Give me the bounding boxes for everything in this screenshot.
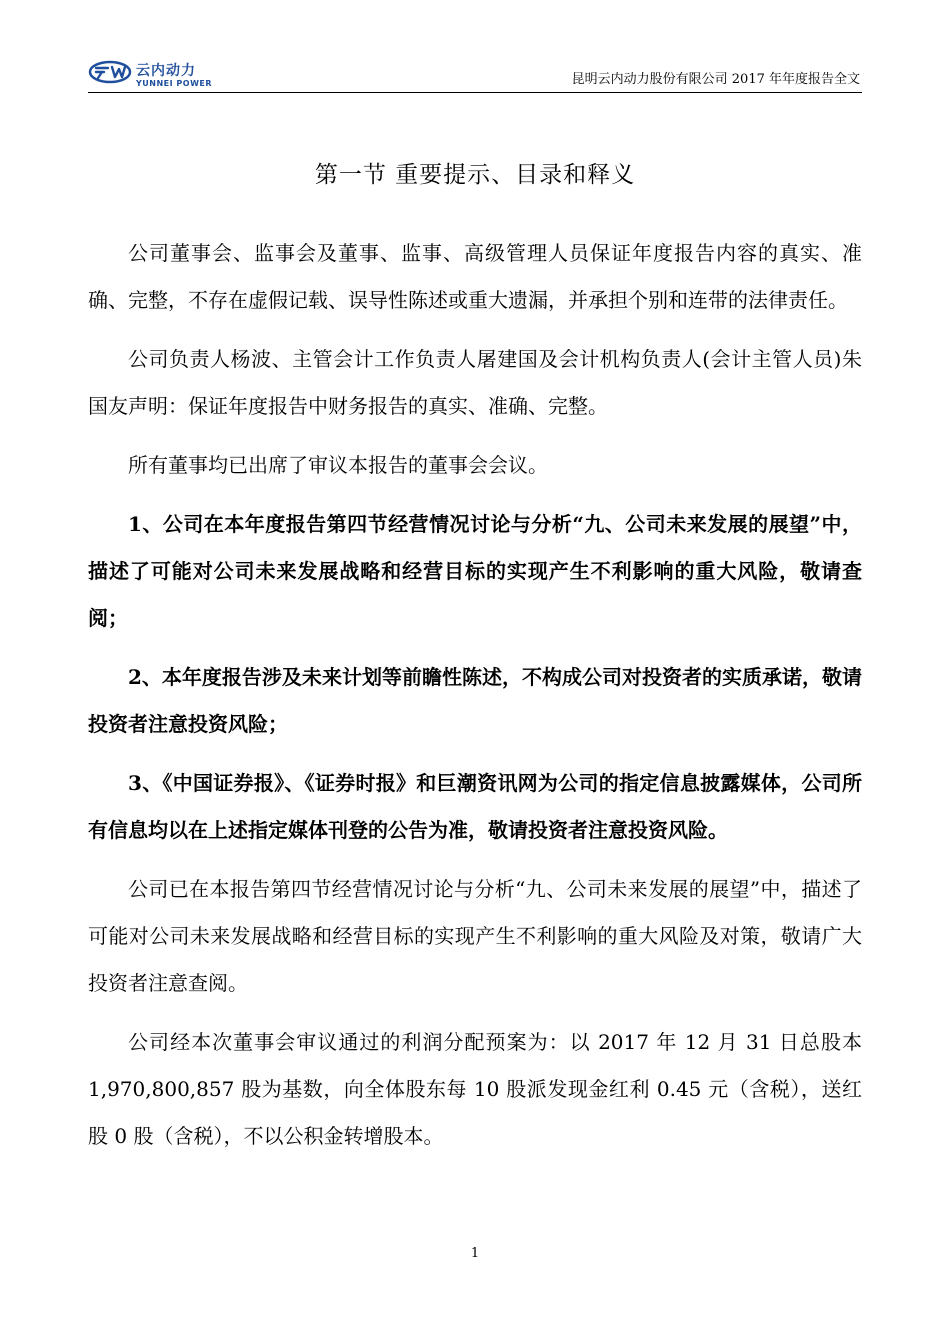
- page-number: 1: [470, 1246, 480, 1261]
- paragraph-declaration: 公司负责人杨波、主管会计工作负责人屠建国及会计机构负责人(会计主管人员)朱国友声明：保证年度报告中财务报告的真实、准确、完整。: [88, 347, 862, 418]
- paragraph-risk-summary: 公司已在本报告第四节经营情况讨论与分析“九、公司未来发展的展望”中，描述了可能对公司未来发展战略和经营目标的实现产生不利影响的重大风险及对策，敬请广大投资者注意查阅。: [88, 877, 862, 995]
- page-header: [88, 52, 862, 93]
- paragraph-risk-3: 3、《中国证券报》、《证券时报》和巨潮资讯网为公司的指定信息披露媒体，公司所有信息均以在上述指定媒体刊登的公告为准，敬请投资者注意投资风险。: [88, 771, 862, 842]
- paragraph-risk-1: 1、公司在本年度报告第四节经营情况讨论与分析“九、公司未来发展的展望”中，描述了可能对公司未来发展战略和经营目标的实现产生不利影响的重大风险，敬请查阅；: [88, 512, 862, 630]
- section-title: 第一节 重要提示、目录和释义: [314, 162, 636, 188]
- document-body: [88, 230, 862, 1172]
- logo-mark-icon: [88, 59, 132, 85]
- logo-text: [136, 64, 212, 88]
- paragraph-risk-2: 2、本年度报告涉及未来计划等前瞻性陈述，不构成公司对投资者的实质承诺，敬请投资者注意投资风险；: [88, 665, 862, 736]
- paragraph-profit-distribution: 公司经本次董事会审议通过的利润分配预案为：以 2017 年 12 月 31 日总股本 1,970,800,857 股为基数，向全体股东每 10 股派发现金红利 0.45 元（含税），送红股 0 股（含税），不以公积金转增股本。: [88, 1030, 862, 1148]
- logo-text-cn: 云内动力: [136, 63, 196, 79]
- paragraph-responsibility: 公司董事会、监事会及董事、监事、高级管理人员保证年度报告内容的真实、准确、完整，不存在虚假记载、误导性陈述或重大遗漏，并承担个别和连带的法律责任。: [88, 241, 862, 312]
- company-logo: [88, 56, 228, 88]
- paragraph-attendance: 所有董事均已出席了审议本报告的董事会会议。: [128, 453, 548, 477]
- logo-text-en: YUNNEI POWER: [136, 79, 213, 88]
- header-doc-title: 昆明云内动力股份有限公司 2017 年年度报告全文: [571, 72, 860, 87]
